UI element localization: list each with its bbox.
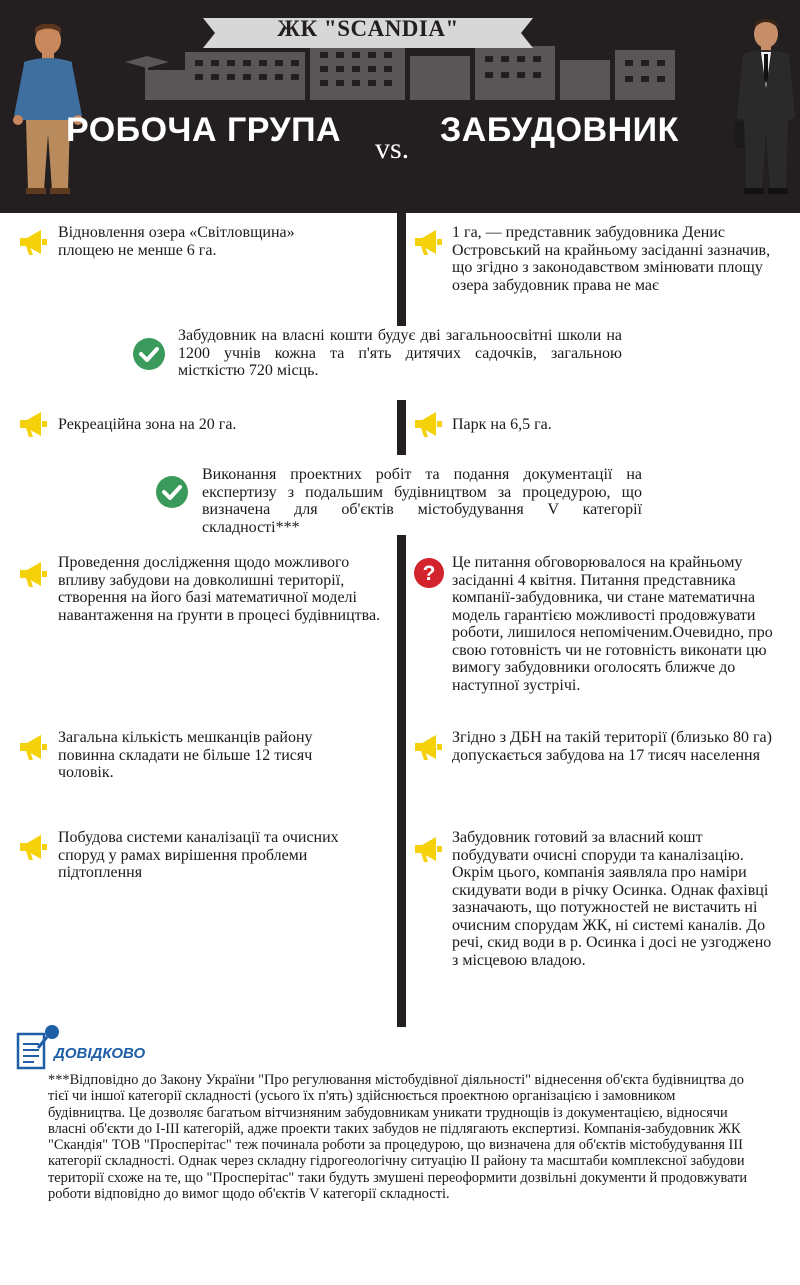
work-group-study-demand: Проведення дослідження щодо можливого впливу забудови на довколишні території, створення на його базі математичної моделі навантаження на ґрунти в процесі будівництва.: [58, 554, 381, 624]
work-group-population-demand: Загальна кількість мешканців району повинна складати не більше 12 тисяч чоловік.: [58, 729, 313, 781]
reference-text: ***Відповідно до Закону України "Про регулювання містобудівної діяльності" віднесення об'єкта будівництва до тієї чи іншої категорії складності (усього їх п'ять) здійснюється проектною організацією і замовником будівництва. Це дозволяє багатьом вітчизняним забудовникам уникати труднощів із документацією, відносячи власні об'єкти до І-ІІІ категорій, адже проекти таких забудов не підлягають експертизі. Компанія-забудовник ЖК "Скандія" ТОВ "Просперітас" теж починала роботи за процедурою, що визначена для об'єктів містобудування ІІІ категорії складності. Однак через складну гідрогеологічну ситуацію ІІ району та масштаби комплексної забудови території схоже на те, що "Просперітас" таки будуть змушені переоформити дозвільні документи й продовжувати роботи відповідно до вимог щодо об'єктів V категорії складності.: [48, 1072, 748, 1203]
megaphone-icon: [17, 408, 49, 440]
question-icon: [413, 557, 445, 589]
megaphone-icon: [412, 226, 444, 258]
work-group-title: РОБОЧА ГРУПА: [66, 111, 342, 149]
column-divider: [397, 213, 406, 326]
developer-population-response: Згідно з ДБН на такій території (близько 80 га) допускається забудова на 17 тисяч населення: [452, 729, 772, 764]
megaphone-icon: [17, 558, 49, 590]
column-divider: [397, 400, 406, 455]
work-group-lake-demand: Відновлення озера «Світловщина» площею не менше 6 га.: [58, 224, 295, 259]
reference-title: ДОВІДКОВО: [54, 1045, 146, 1062]
megaphone-icon: [412, 833, 444, 865]
agreed-schools-kindergartens: Забудовник на власні кошти будує дві загальноосвітні школи на 1200 учнів кожна та п'ять дитячих садочків, загальною місткістю 720 місць.: [178, 327, 622, 379]
megaphone-icon: [17, 226, 49, 258]
versus-label: vs.: [375, 132, 410, 165]
check-icon: [133, 338, 165, 370]
developer-title: ЗАБУДОВНИК: [440, 111, 679, 149]
header: [0, 0, 800, 213]
megaphone-icon: [412, 408, 444, 440]
svg-text:?: ?: [422, 562, 436, 585]
megaphone-icon: [17, 831, 49, 863]
developer-sewage-response: Забудовник готовий за власний кошт побудувати очисні споруди та каналізацію. Окрім цього, компанія заявляла про наміри скидувати води в річку Осинка. Однак фахівці зазначають, що потужностей не вистачить ні очисним спорудам ЖК, ні системі каналів. До речі, скид води в р. Осинка і досі не узгоджено з місцевою владою.: [452, 829, 772, 969]
check-icon: [156, 476, 188, 508]
column-divider: [397, 535, 406, 1027]
banner-title: ЖК "SCANDIA": [277, 16, 459, 41]
developer-study-response: Це питання обговорювалося на крайньому засіданні 4 квітня. Питання представника компанії-забудовника, чи стане математична модель гарантією можливості продовжувати роботи, лишилося непоміченим.Очевидно, про свою готовність чи не готовність виконати цю вимогу забудовники оголосять ближче до наступної зустрічі.: [452, 554, 773, 694]
agreed-project-procedure: Виконання проектних робіт та подання документації на експертизу з подальшим будівництвом за процедурою, що визначена для об'єктів містобудування V категорії складності***: [202, 466, 642, 536]
megaphone-icon: [412, 731, 444, 763]
developer-park-response: Парк на 6,5 га.: [452, 416, 552, 433]
work-group-sewage-demand: Побудова системи каналізації та очисних споруд у рамах вирішення проблеми підтоплення: [58, 829, 339, 881]
developer-person-illustration: [735, 18, 797, 198]
megaphone-icon: [17, 731, 49, 763]
developer-lake-response: 1 га, — представник забудовника Денис Островський на крайньому засіданні зазначив, що згідно з законодавством змінювати площу озера забудовник права не має: [452, 224, 771, 294]
work-group-person-illustration: [8, 24, 88, 196]
work-group-recreation-demand: Рекреаційна зона на 20 га.: [58, 416, 237, 433]
